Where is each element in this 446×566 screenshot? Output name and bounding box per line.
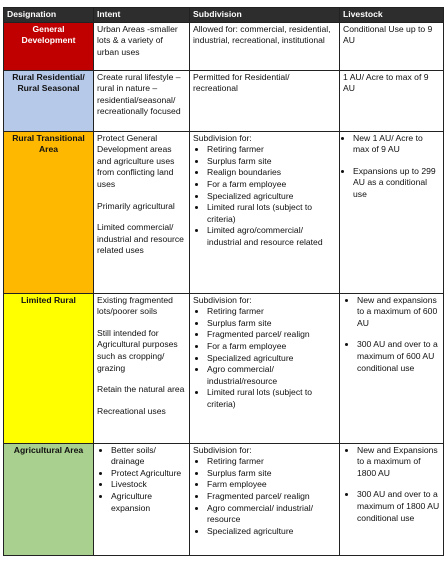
subdivision-cell: Permitted for Residential/ recreational xyxy=(190,70,340,131)
list-item: • New and Expansions to a maximum of 1800 AU xyxy=(357,445,440,480)
list-item: • Limited rural lots (subject to criteria) xyxy=(207,202,336,225)
list-item: • Surplus farm site xyxy=(207,156,336,168)
intent-paragraph: Limited commercial/ industrial and resource related uses xyxy=(97,222,184,256)
list-item: • Fragmented parcel/ realign xyxy=(207,491,336,503)
table-row xyxy=(4,443,444,555)
intent-paragraph: Primarily agricultural xyxy=(97,200,175,211)
list-item: • New 1 AU/ Acre to max of 9 AU xyxy=(353,133,440,156)
intent-paragraph: Recreational uses xyxy=(97,405,166,416)
list-item: • Retiring farmer xyxy=(207,306,336,318)
table-row xyxy=(4,70,444,131)
intent-cell xyxy=(94,131,190,293)
livestock-cell: 1 AU/ Acre to max of 9 AU xyxy=(340,70,444,131)
list-item: • Specialized agriculture xyxy=(207,191,336,203)
intent-paragraph: Existing fragmented lots/poorer soils xyxy=(97,294,173,317)
list-item: • Agro commercial/ industrial/resource xyxy=(207,364,336,387)
subdivision-heading: Subdivision for: xyxy=(193,294,252,305)
table-row xyxy=(4,22,444,70)
table-row xyxy=(4,131,444,293)
intent-cell xyxy=(94,293,190,443)
header-intent: Intent xyxy=(94,8,190,23)
intent-cell: Create rural lifestyle – rural in nature – residential/seasonal/ recreationally focused xyxy=(94,70,190,131)
list-item: • Fragmented parcel/ realign xyxy=(207,329,336,341)
intent-paragraph: Still intended for Agricultural purposes such as cropping/ grazing xyxy=(97,327,178,373)
list-item: • Protect Agriculture xyxy=(111,468,186,480)
list-item: • Limited agro/commercial/ industrial and resource related xyxy=(207,225,336,248)
header-subdivision: Subdivision xyxy=(190,8,340,23)
designation-cell: General Development xyxy=(4,22,94,70)
list-item: • Retiring farmer xyxy=(207,144,336,156)
list-item: • Agriculture expansion xyxy=(111,491,186,514)
land-use-designation-table xyxy=(3,7,444,556)
designation-cell: Rural Transitional Area xyxy=(4,131,94,293)
intent-cell xyxy=(94,443,190,555)
livestock-cell xyxy=(340,131,444,293)
intent-paragraph: Protect General Development areas and agriculture uses from conflicting land uses xyxy=(97,132,175,189)
list-item: • Surplus farm site xyxy=(207,468,336,480)
table-header-row xyxy=(4,8,444,23)
list-item: • Livestock xyxy=(111,479,186,491)
list-item: • Retiring farmer xyxy=(207,456,336,468)
header-livestock: Livestock xyxy=(340,8,444,23)
subdivision-cell xyxy=(190,443,340,555)
subdivision-heading: Subdivision for: xyxy=(193,132,252,143)
subdivision-heading: Subdivision for: xyxy=(193,444,252,455)
list-item: • 300 AU and over to a maximum of 1800 AU conditional use xyxy=(357,489,440,524)
list-item: • Farm employee xyxy=(207,479,336,491)
subdivision-cell xyxy=(190,131,340,293)
designation-cell: Limited Rural xyxy=(4,293,94,443)
subdivision-cell xyxy=(190,293,340,443)
livestock-cell: Conditional Use up to 9 AU xyxy=(340,22,444,70)
livestock-cell xyxy=(340,293,444,443)
designation-cell: Rural Residential/ Rural Seasonal xyxy=(4,70,94,131)
list-item: • For a farm employee xyxy=(207,341,336,353)
list-item: • Expansions up to 299 AU as a conditional use xyxy=(353,166,440,201)
list-item: • New and expansions to a maximum of 600 AU xyxy=(357,295,440,330)
list-item: • Realign boundaries xyxy=(207,167,336,179)
list-item: • Agro commercial/ industrial/ resource xyxy=(207,503,336,526)
intent-cell: Urban Areas -smaller lots & a variety of urban uses xyxy=(94,22,190,70)
list-item: • Specialized agriculture xyxy=(207,353,336,365)
subdivision-cell: Allowed for: commercial, residential, industrial, recreational, institutional xyxy=(190,22,340,70)
list-item: • Limited rural lots (subject to criteria) xyxy=(207,387,336,410)
list-item: • Specialized agriculture xyxy=(207,526,336,538)
list-item: • For a farm employee xyxy=(207,179,336,191)
intent-paragraph: Retain the natural area xyxy=(97,384,185,395)
table-row xyxy=(4,293,444,443)
list-item: • 300 AU and over to a maximum of 600 AU conditional use xyxy=(357,339,440,374)
header-designation: Designation xyxy=(4,8,94,23)
list-item: • Better soils/ drainage xyxy=(111,445,186,468)
designation-cell: Agricultural Area xyxy=(4,443,94,555)
livestock-cell xyxy=(340,443,444,555)
list-item: • Surplus farm site xyxy=(207,318,336,330)
